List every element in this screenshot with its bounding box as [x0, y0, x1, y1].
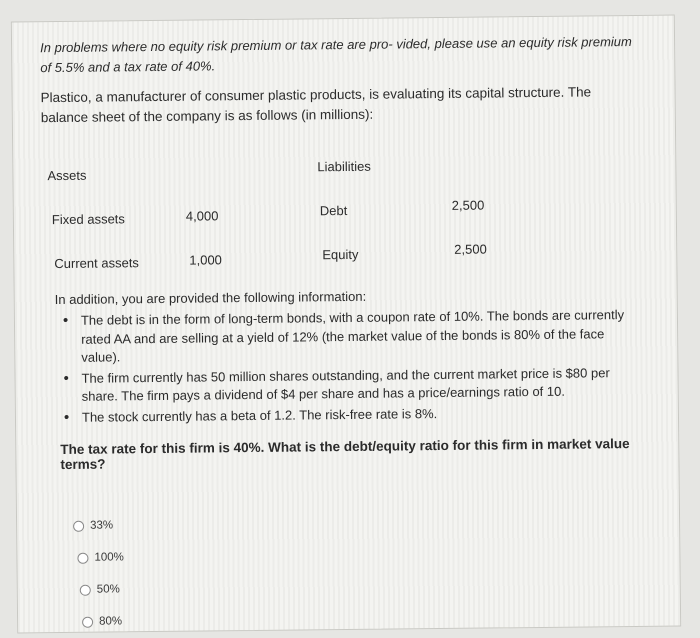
info-list [63, 306, 639, 429]
option-100-percent[interactable] [77, 541, 124, 573]
debt-label: Debt [319, 202, 348, 219]
answer-options [73, 509, 125, 638]
additional-info: In addition, you are provided the following information: [54, 288, 367, 308]
fixed-assets-value: 4,000 [185, 208, 219, 224]
list-item: • The stock currently has a beta of 1.2. The risk-free rate is 8%. [64, 402, 639, 427]
option-label: 80% [99, 615, 123, 628]
radio-button[interactable] [73, 520, 84, 531]
option-label: 50% [96, 583, 120, 596]
equity-value: 2,500 [454, 241, 487, 257]
current-assets-label: Current assets [54, 255, 139, 272]
list-item: • The debt is in the form of long-term bonds, with a coupon rate of 10%. The bonds are currently rated AA and are selling at a yield of 12% (the market value of the bonds is 80% of the face value). [63, 306, 639, 368]
option-33-percent[interactable] [73, 509, 124, 542]
question-card [11, 15, 681, 634]
option-label: 100% [94, 551, 124, 564]
option-label: 33% [90, 519, 114, 532]
radio-button[interactable] [82, 616, 93, 627]
question-text: The tax rate for this firm is 40%. What is the debt/equity ratio for this firm in market value terms? [60, 436, 630, 472]
list-item: • The firm currently has 50 million shares outstanding, and the current market price is $80 per share. The firm pays a dividend of $4 per share and has a price/earnings ratio of 10. [63, 363, 638, 406]
problem-statement: Plastico, a manufacturer of consumer plastic products, is evaluating its capital structure. The balance sheet of the company is as follows (in millions): [40, 84, 592, 126]
liabilities-header: Liabilities [317, 158, 371, 175]
current-assets-value: 1,000 [189, 252, 222, 268]
debt-value: 2,500 [451, 197, 485, 213]
option-50-percent[interactable] [80, 573, 125, 605]
intro-note: In problems where no equity risk premium or tax rate are pro- vided, please use an equity risk premium of 5.5% and a tax rate of 40%. [40, 33, 632, 76]
radio-button[interactable] [77, 552, 88, 563]
radio-button[interactable] [80, 584, 91, 595]
assets-header: Assets [47, 167, 87, 184]
equity-label: Equity [322, 246, 359, 263]
fixed-assets-label: Fixed assets [51, 211, 125, 228]
